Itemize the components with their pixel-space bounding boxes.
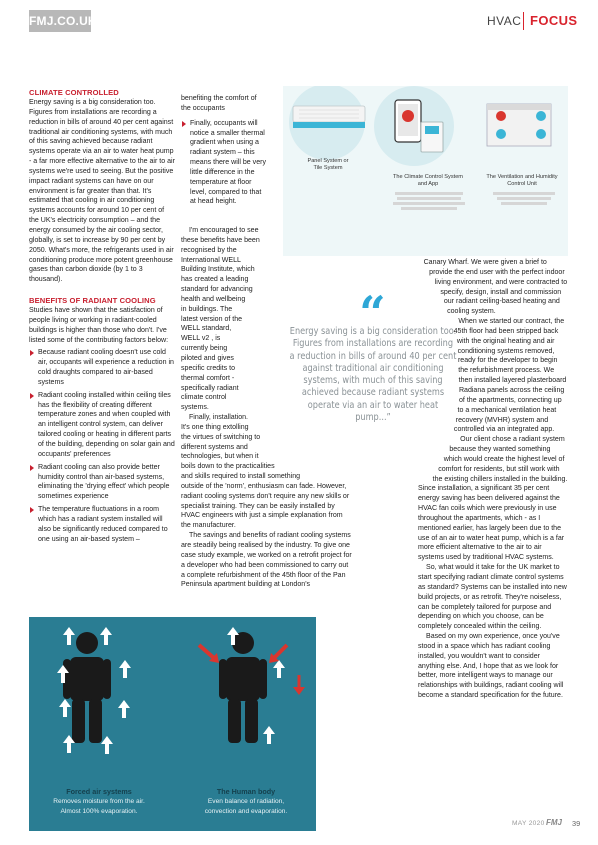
article-column-1 [29, 88, 175, 544]
paragraph: benefiting the comfort of the occupants [181, 95, 257, 112]
bullet-item: Finally, occupants will notice a smaller thermal gradient when using a radiant system – this means there will be very little difference in the temperature at floor level, compared to that at head height. [181, 119, 267, 208]
paragraph: The savings and benefits of radiant cooling systems are steadily being realised by the industry. To give one case study example, we worked on a retrofit project for a developer who had been commissioned to carry out a complete refurbishment of the 45th floor of the Pan Peninsula apartment building at London's [181, 532, 352, 589]
paragraph: Our client chose a radiant system because they wanted something which would create the highest level of comfort for residents, but still work with the existing chillers installed in the building. Since installation, a significant 35 per cent energy saving has been delivered against the HVAC fan coils which were previously in use throughout the apartments, which - as I mentioned earlier, has largely been due to the use of an air to water heat pump, which is a far more efficient alternative to the air to air systems used by traditional HVAC systems. [418, 436, 568, 562]
paragraph: Finally, installation. It's one thing extolling the virtues of switching to different systems and technologies, but when it boils down to the practicalities and skills required to install something outside of the 'norm', enthusiasm can fade. However, radiant cooling systems don't require any new skills or specialist training. They can be easily installed by HVAC engineers with just a simple explanation from the manufacturer. [181, 414, 350, 530]
product-figure [283, 86, 568, 256]
bullet-item: Because radiant cooling doesn't use cold air, occupants will experience a reduction in cold draughts compared to air-based systems [29, 348, 175, 387]
header-divider [523, 12, 524, 30]
ceiling-panel-icon [293, 106, 365, 128]
paragraph: Based on my own experience, once you've stood in a space which has radiant cooling installed, you wouldn't want to consider anything else. And, I hope that as we look for better, more intelligent ways to manage our relationships with buildings, radiant cooling will become a standard specification for the future. [418, 633, 564, 700]
figure-description-2 [489, 190, 559, 207]
section-label: HVAC [487, 14, 522, 28]
pull-quote-text: Energy saving is a big consideration too. Figures from installations are recording a reduction in bills of around 40 per cent against traditional air conditioning systems, with much of this saving achieved because radiant systems operate via an air to water heat pump...” [289, 326, 457, 424]
paragraph: So, what would it take for the UK market to start specifying radiant climate control systems as standard? Systems can be installed into new build projects, or as retrofit. They're noiseless, can be completely tailored for purpose and depending on which you choose, can be completely concealed within the ceiling. [418, 564, 567, 631]
diagram-subtitle-right: Even balance of radiation, [207, 798, 285, 805]
page-number: 39 [572, 819, 581, 828]
quote-mark-icon: “ [359, 286, 386, 340]
diagram-subtitle-left: Removes moisture from the air. [53, 798, 145, 805]
bullet-item: Radiant cooling can also provide better humidity control than air-based systems, eliminating the 'drying effect' which people sometimes experience [29, 463, 175, 502]
bullet-item: Radiant cooling installed within ceiling tiles has the flexibility of creating different temperature zones and when coupled with an intelligent control system, can deliver tailored cooling or heating in different parts of the building, depending on solar gain and occupants' preferences [29, 391, 175, 460]
figure-description-1 [391, 190, 467, 212]
focus-label: FOCUS [530, 13, 578, 28]
paragraph: I'm encouraged to see these benefits have been recognised by the International WELL Building Institute, which has created a leading standard for advancing health and wellbeing in buildings. The latest version of the WELL standard, WELL v2 , is currently being piloted and gives specific credits to thermal comfort - specifically radiant climate control systems. [181, 227, 260, 412]
footer-logo: FMJ [546, 818, 562, 827]
article-column-2-top [181, 94, 267, 207]
issue-date: MAY 2020 [512, 820, 545, 827]
diagram-title-left: Forced air systems [66, 787, 132, 796]
paragraph: Energy saving is a big consideration too. Figures from installations are recording a reduction in bills of around 40 per cent against traditional air conditioning systems, with much of this saving achieved because radiant systems operate via an air to water heat pump - a far more effective alternative to the air to air systems we're used to seeing. But the positive impact radiant systems can have on our environment is far greater than that. It's estimated that cooling in air conditioning systems accounts for around 10 per cent of the UK's electricity consumption – and the energy consumed by the air cooling sector, globally, is set to increase by 90 per cent by 2050. What's more, the refrigerants used in air conditioning produce more potent greenhouse gases than carbon dioxide (by 1 to 3 thousand). [29, 99, 175, 284]
diagram-subtitle-right: convection and evaporation. [204, 808, 288, 815]
paragraph: Canary Wharf. We were given a brief to provide the end user with the perfect indoor living environment, and were contracted to specify, design, install and commission our radiant ceiling-based heating and cooling system. [423, 259, 568, 316]
person-left-icon [63, 632, 111, 743]
bullet-item: The temperature fluctuations in a room which has a radiant system installed will also be significantly reduced compared to one using an air-based system – [29, 505, 175, 544]
spacer [29, 285, 175, 296]
figure-caption: The Ventilation and Humidity Control Unit [486, 174, 558, 187]
diagram-subtitle-left: Almost 100% evaporation. [60, 808, 138, 815]
figure-caption: Panel System or Tile System [307, 158, 349, 171]
paragraph: Studies have shown that the satisfaction of people living or working in radiant-cooled buildings is higher than those who don't. I've listed some of the contributing factors below: [29, 307, 169, 344]
paragraph: When we started our contract, the 45th floor had been stripped back with the original heating and air conditioning systems removed, ready for the developer to begin the refurbishment process. We then installed layered plasterboard Radiana panels across the ceiling of the apartments, connecting up to a mechanical ventilation heat recovery (MVHR) system and controlled via an integrated app. [453, 318, 567, 434]
section-heading: CLIMATE CONTROLLED [29, 88, 119, 97]
comfort-diagram [29, 617, 316, 831]
publication-logo: FMJ.CO.UK [29, 10, 91, 32]
section-heading: BENEFITS OF RADIANT COOLING [29, 296, 156, 306]
ventilation-unit-icon [487, 104, 551, 146]
pull-quote [289, 286, 457, 424]
person-right-icon [219, 632, 267, 743]
diagram-title-right: The Human body [216, 787, 276, 796]
figure-caption: The Climate Control System and App [393, 174, 463, 187]
